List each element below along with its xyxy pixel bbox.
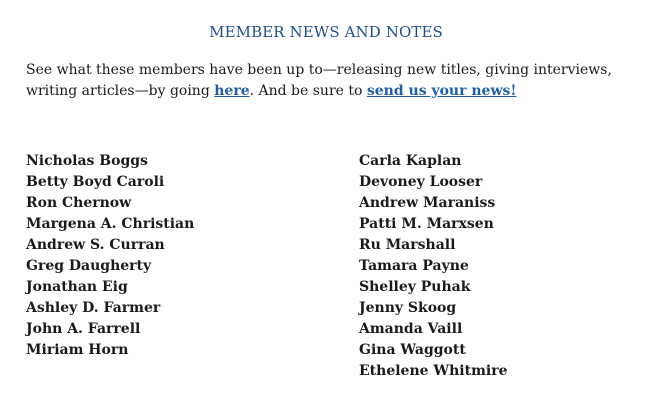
member-list-right <box>359 151 508 382</box>
intro-text-before-link: See what these members have been up to—releasing new titles, giving interviews, writing articles—by going <box>26 62 612 99</box>
member-list-left <box>26 151 194 361</box>
member-name: Gina Waggott <box>359 342 466 358</box>
member-name: Margena A. Christian <box>26 216 195 232</box>
member-name: Jonathan Eig <box>26 279 128 295</box>
here-link[interactable]: here <box>214 83 250 99</box>
member-name: Ashley D. Farmer <box>26 300 161 316</box>
member-name: Miriam Horn <box>26 342 129 358</box>
member-name: Ru Marshall <box>359 237 456 253</box>
page-title: MEMBER NEWS AND NOTES <box>209 23 443 41</box>
member-name: Andrew Maraniss <box>359 195 496 211</box>
member-name: Amanda Vaill <box>359 321 463 337</box>
member-name: Andrew S. Curran <box>26 237 165 253</box>
intro-paragraph <box>26 60 632 102</box>
member-name: Ethelene Whitmire <box>359 363 508 379</box>
member-name: Ron Chernow <box>26 195 132 211</box>
member-name: John A. Farrell <box>26 321 141 337</box>
member-name: Greg Daugherty <box>26 258 152 274</box>
send-news-link[interactable]: send us your news! <box>366 83 517 99</box>
member-name: Carla Kaplan <box>359 153 462 169</box>
member-name: Tamara Payne <box>359 258 469 274</box>
member-name: Devoney Looser <box>359 174 483 190</box>
member-name: Jenny Skoog <box>359 300 457 316</box>
member-name: Nicholas Boggs <box>26 153 148 169</box>
member-name: Patti M. Marxsen <box>359 216 494 232</box>
member-name: Betty Boyd Caroli <box>26 174 165 190</box>
member-name: Shelley Puhak <box>359 279 471 295</box>
intro-text-middle: . And be sure to <box>249 83 367 99</box>
